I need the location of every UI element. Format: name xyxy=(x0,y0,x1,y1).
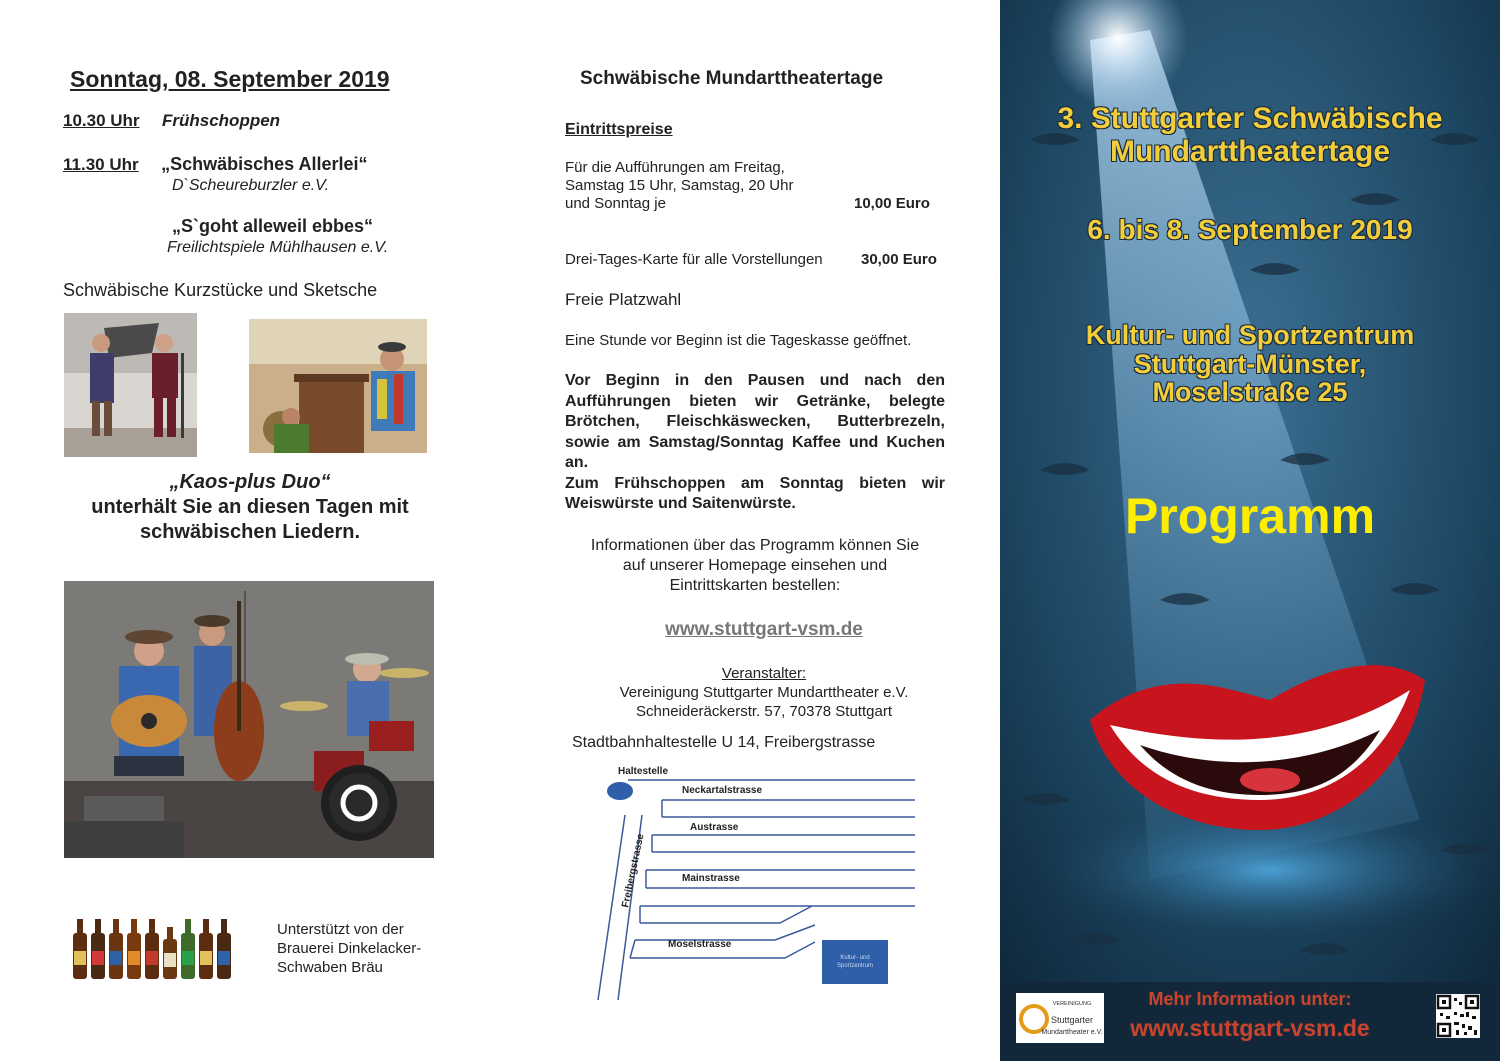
price-1-line: Für die Aufführungen am Freitag, xyxy=(565,159,785,176)
map-street-label: Moselstrasse xyxy=(668,939,732,950)
map-venue-label: Sportzentrum xyxy=(836,963,874,969)
more-info-label: Mehr Information unter: xyxy=(1148,989,1352,1009)
sunday-date-heading: Sonntag, 08. September 2019 xyxy=(70,66,390,92)
price-1-line: Samstag 15 Uhr, Samstag, 20 Uhr xyxy=(565,177,794,194)
kaos-plus-duo-text xyxy=(50,470,450,545)
schedule-item-1 xyxy=(63,111,280,131)
brunch-text: Zum Frühschoppen am Sonntag bieten wir Weiswürste und Saitenwürste. xyxy=(565,474,945,512)
price-1-line: und Sonntag je xyxy=(565,195,666,212)
price-2-label: Drei-Tages-Karte für alle Vorstellungen xyxy=(565,251,823,268)
cover-venue xyxy=(1000,321,1500,407)
organizer-name: Vereinigung Stuttgarter Mundarttheater e.V. xyxy=(619,684,909,701)
map-venue-label: Kultur- und xyxy=(840,955,870,961)
website-link[interactable]: www.stuttgart-vsm.de xyxy=(665,619,863,640)
schedule-time: 11.30 Uhr xyxy=(63,155,139,174)
sketches-heading: Schwäbische Kurzstücke und Sketsche xyxy=(63,280,378,300)
sponsor-line: Unterstützt von der xyxy=(277,921,404,938)
prices-heading: Eintrittspreise xyxy=(565,121,673,138)
schedule-time: 10.30 Uhr xyxy=(63,111,140,130)
catering-text xyxy=(565,371,945,515)
sponsor-line: Schwaben Bräu xyxy=(277,959,383,976)
map-stop-label: Haltestelle xyxy=(618,766,669,777)
kaos-line-2: schwäbischen Liedern. xyxy=(139,521,361,543)
qr-code-icon[interactable] xyxy=(1436,994,1480,1038)
transit-stop-text: Stadtbahnhaltestelle U 14, Freibergstrasse xyxy=(572,734,876,751)
info-line: Informationen über das Programm können Sie xyxy=(590,537,920,554)
cover-title-line: Mundarttheatertage xyxy=(1109,135,1391,168)
food-text: Vor Beginn in den Pausen und nach den Aufführungen bieten wir Getränke, belegte Brötchen, Fleischkäswecken, Butterbrezeln, sowie am Samstag/Sonntag Kaffee und Kuchen an. xyxy=(565,372,945,471)
kaos-title: „Kaos-plus Duo“ xyxy=(169,471,331,493)
cover-venue-line: Kultur- und Sportzentrum xyxy=(1085,320,1415,350)
logo-text: Stuttgarter xyxy=(1050,1015,1094,1025)
cover-venue-line: Moselstraße 25 xyxy=(1152,377,1348,407)
price-1-description xyxy=(565,159,793,213)
box-office-text: Eine Stunde vor Beginn ist die Tageskasse geöffnet. xyxy=(565,332,912,349)
organizer-address: Schneideräckerstr. 57, 70378 Stuttgart xyxy=(636,703,892,720)
schedule-group: Freilichtspiele Mühlhausen e.V. xyxy=(167,239,389,256)
organizer-block xyxy=(560,664,968,721)
schedule-title: „S`goht alleweil ebbes“ xyxy=(172,216,374,236)
map-street-label: Mainstrasse xyxy=(682,873,740,884)
sponsor-text xyxy=(277,920,421,977)
map-street-label: Freibergstrasse xyxy=(620,832,647,909)
cover-panel xyxy=(1000,0,1500,1061)
map-street-label: Neckartalstrasse xyxy=(682,785,763,796)
sponsor-line: Brauerei Dinkelacker- xyxy=(277,940,422,957)
price-2-value: 30,00 Euro xyxy=(861,251,937,268)
cover-website-link[interactable]: www.stuttgart-vsm.de xyxy=(1130,1015,1370,1041)
stage-photo-1 xyxy=(64,313,197,457)
map-street-label: Austrasse xyxy=(690,822,739,833)
seating-text: Freie Platzwahl xyxy=(565,290,682,309)
info-line: Eintrittskarten bestellen: xyxy=(669,577,841,594)
beer-bottles-image xyxy=(70,915,242,981)
cover-title xyxy=(1000,102,1500,168)
middle-title: Schwäbische Mundarttheatertage xyxy=(580,68,884,89)
location-map xyxy=(590,760,930,1000)
cover-dates: 6. bis 8. September 2019 xyxy=(1087,214,1413,245)
schedule-group: D`Scheureburzler e.V. xyxy=(172,177,330,194)
price-1-value: 10,00 Euro xyxy=(854,195,930,212)
organizer-label: Veranstalter: xyxy=(721,665,807,682)
schedule-item-2 xyxy=(63,154,367,175)
cover-title-line: 3. Stuttgarter Schwäbische xyxy=(1057,102,1443,135)
logo-text: Mundarttheater e.V. xyxy=(1041,1029,1103,1036)
cover-program-heading: Programm xyxy=(1124,488,1376,544)
stage-photo-2 xyxy=(249,319,427,453)
kaos-line-1: unterhält Sie an diesen Tagen mit xyxy=(91,496,409,518)
info-text xyxy=(560,536,950,596)
info-line: auf unserer Homepage einsehen und xyxy=(622,557,888,574)
band-photo xyxy=(64,581,434,858)
cover-venue-line: Stuttgart-Münster, xyxy=(1133,348,1367,379)
schedule-title: Frühschoppen xyxy=(162,111,281,130)
schedule-title: „Schwäbisches Allerlei“ xyxy=(161,154,368,174)
logo-text: VEREINIGUNG xyxy=(1052,1001,1092,1007)
